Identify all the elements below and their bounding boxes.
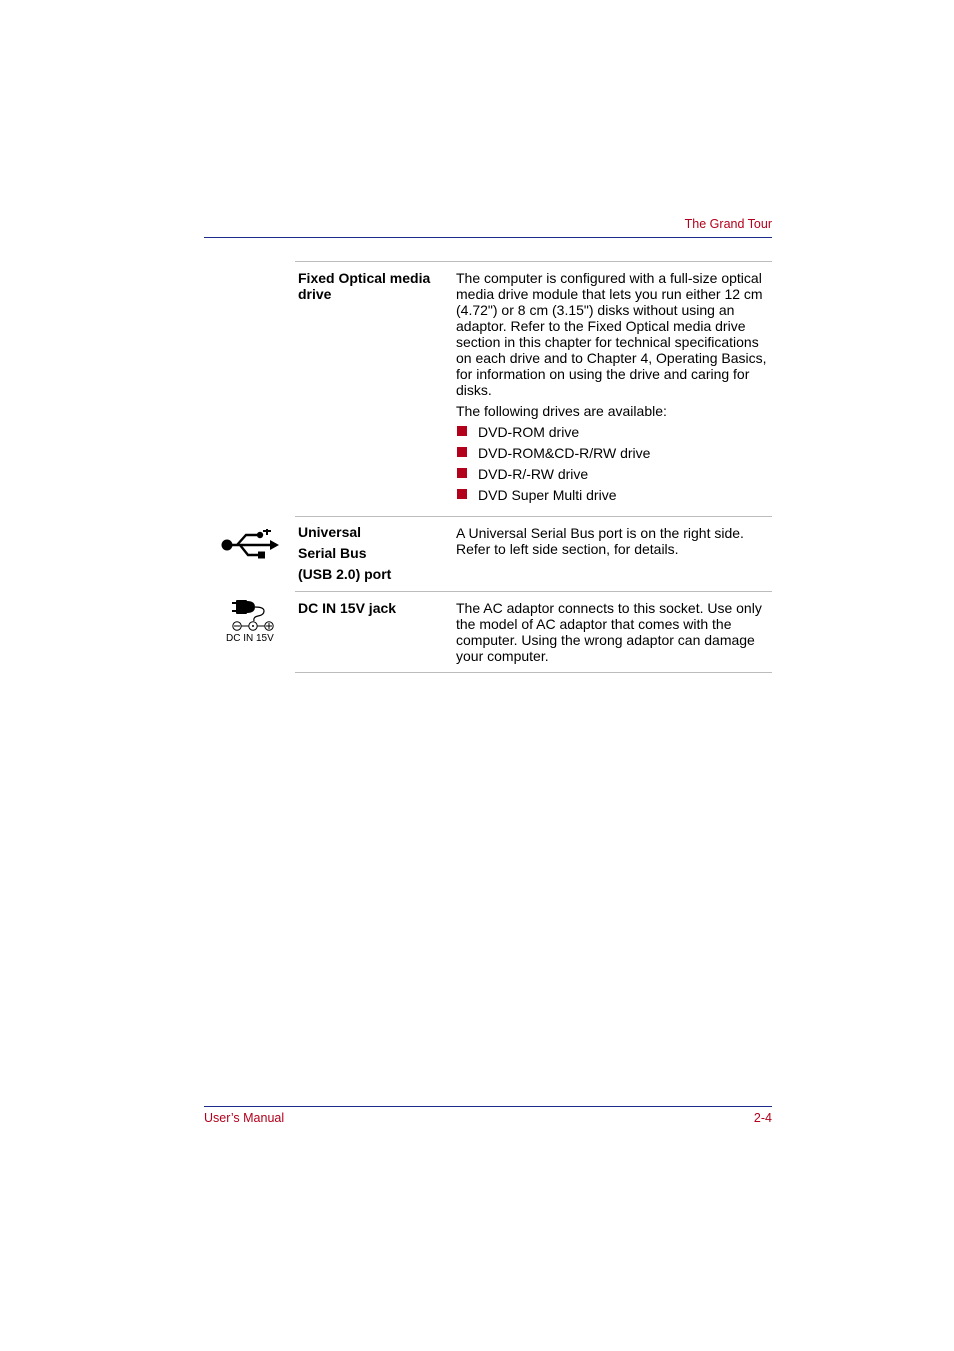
description-paragraph: The following drives are available: [456,403,667,419]
description-paragraph: The computer is configured with a full-size optical media drive module that lets you run either 12 cm (4.72") or 8 cm (3.15") disks without using an adaptor. Refer to the Fixed Optical media drive section in this chapter for technical specifications on each drive and to Chapter 4, Operating Basics, for information on using the drive and caring for disks. [456,270,767,398]
manual-title: User’s Manual [204,1111,285,1125]
page-number: 2-4 [753,1111,772,1125]
description-paragraph: The AC adaptor connects to this socket. Use only the model of AC adaptor that comes with the computer. Using the wrong adaptor can damage your computer. [456,600,762,664]
table-row [295,517,772,592]
list-item [456,424,772,445]
table-row [295,592,772,673]
list-item-text: DVD-ROM&CD-R/RW drive [478,445,651,461]
list-item [456,445,772,466]
row-description [456,262,772,516]
row-term: Fixed Optical media drive [298,270,431,302]
drive-list [456,424,772,508]
description-paragraph: A Universal Serial Bus port is on the right side. Refer to left side section, for details. [456,525,744,557]
dc-in-icon-label: DC IN 15V [226,633,274,644]
bullet-square-icon [457,468,467,478]
row-description [456,592,772,672]
list-item-text: DVD-R/-RW drive [478,466,589,482]
section-title: The Grand Tour [684,217,772,231]
row-term [298,525,448,585]
spec-table [295,261,772,673]
bullet-square-icon [457,489,467,499]
bullet-square-icon [457,447,467,457]
term-line: (USB 2.0) port [298,566,392,582]
row-term: DC IN 15V jack [298,600,397,616]
term-line: Serial Bus [298,545,367,561]
page-footer [204,1106,772,1129]
list-item [456,487,772,508]
table-row [295,262,772,517]
list-item-text: DVD Super Multi drive [478,487,617,503]
bullet-square-icon [457,426,467,436]
row-description [456,517,772,591]
list-item-text: DVD-ROM drive [478,424,580,440]
term-line: Universal [298,524,362,540]
list-item [456,466,772,487]
running-header [204,216,772,238]
usb-icon [220,529,280,563]
